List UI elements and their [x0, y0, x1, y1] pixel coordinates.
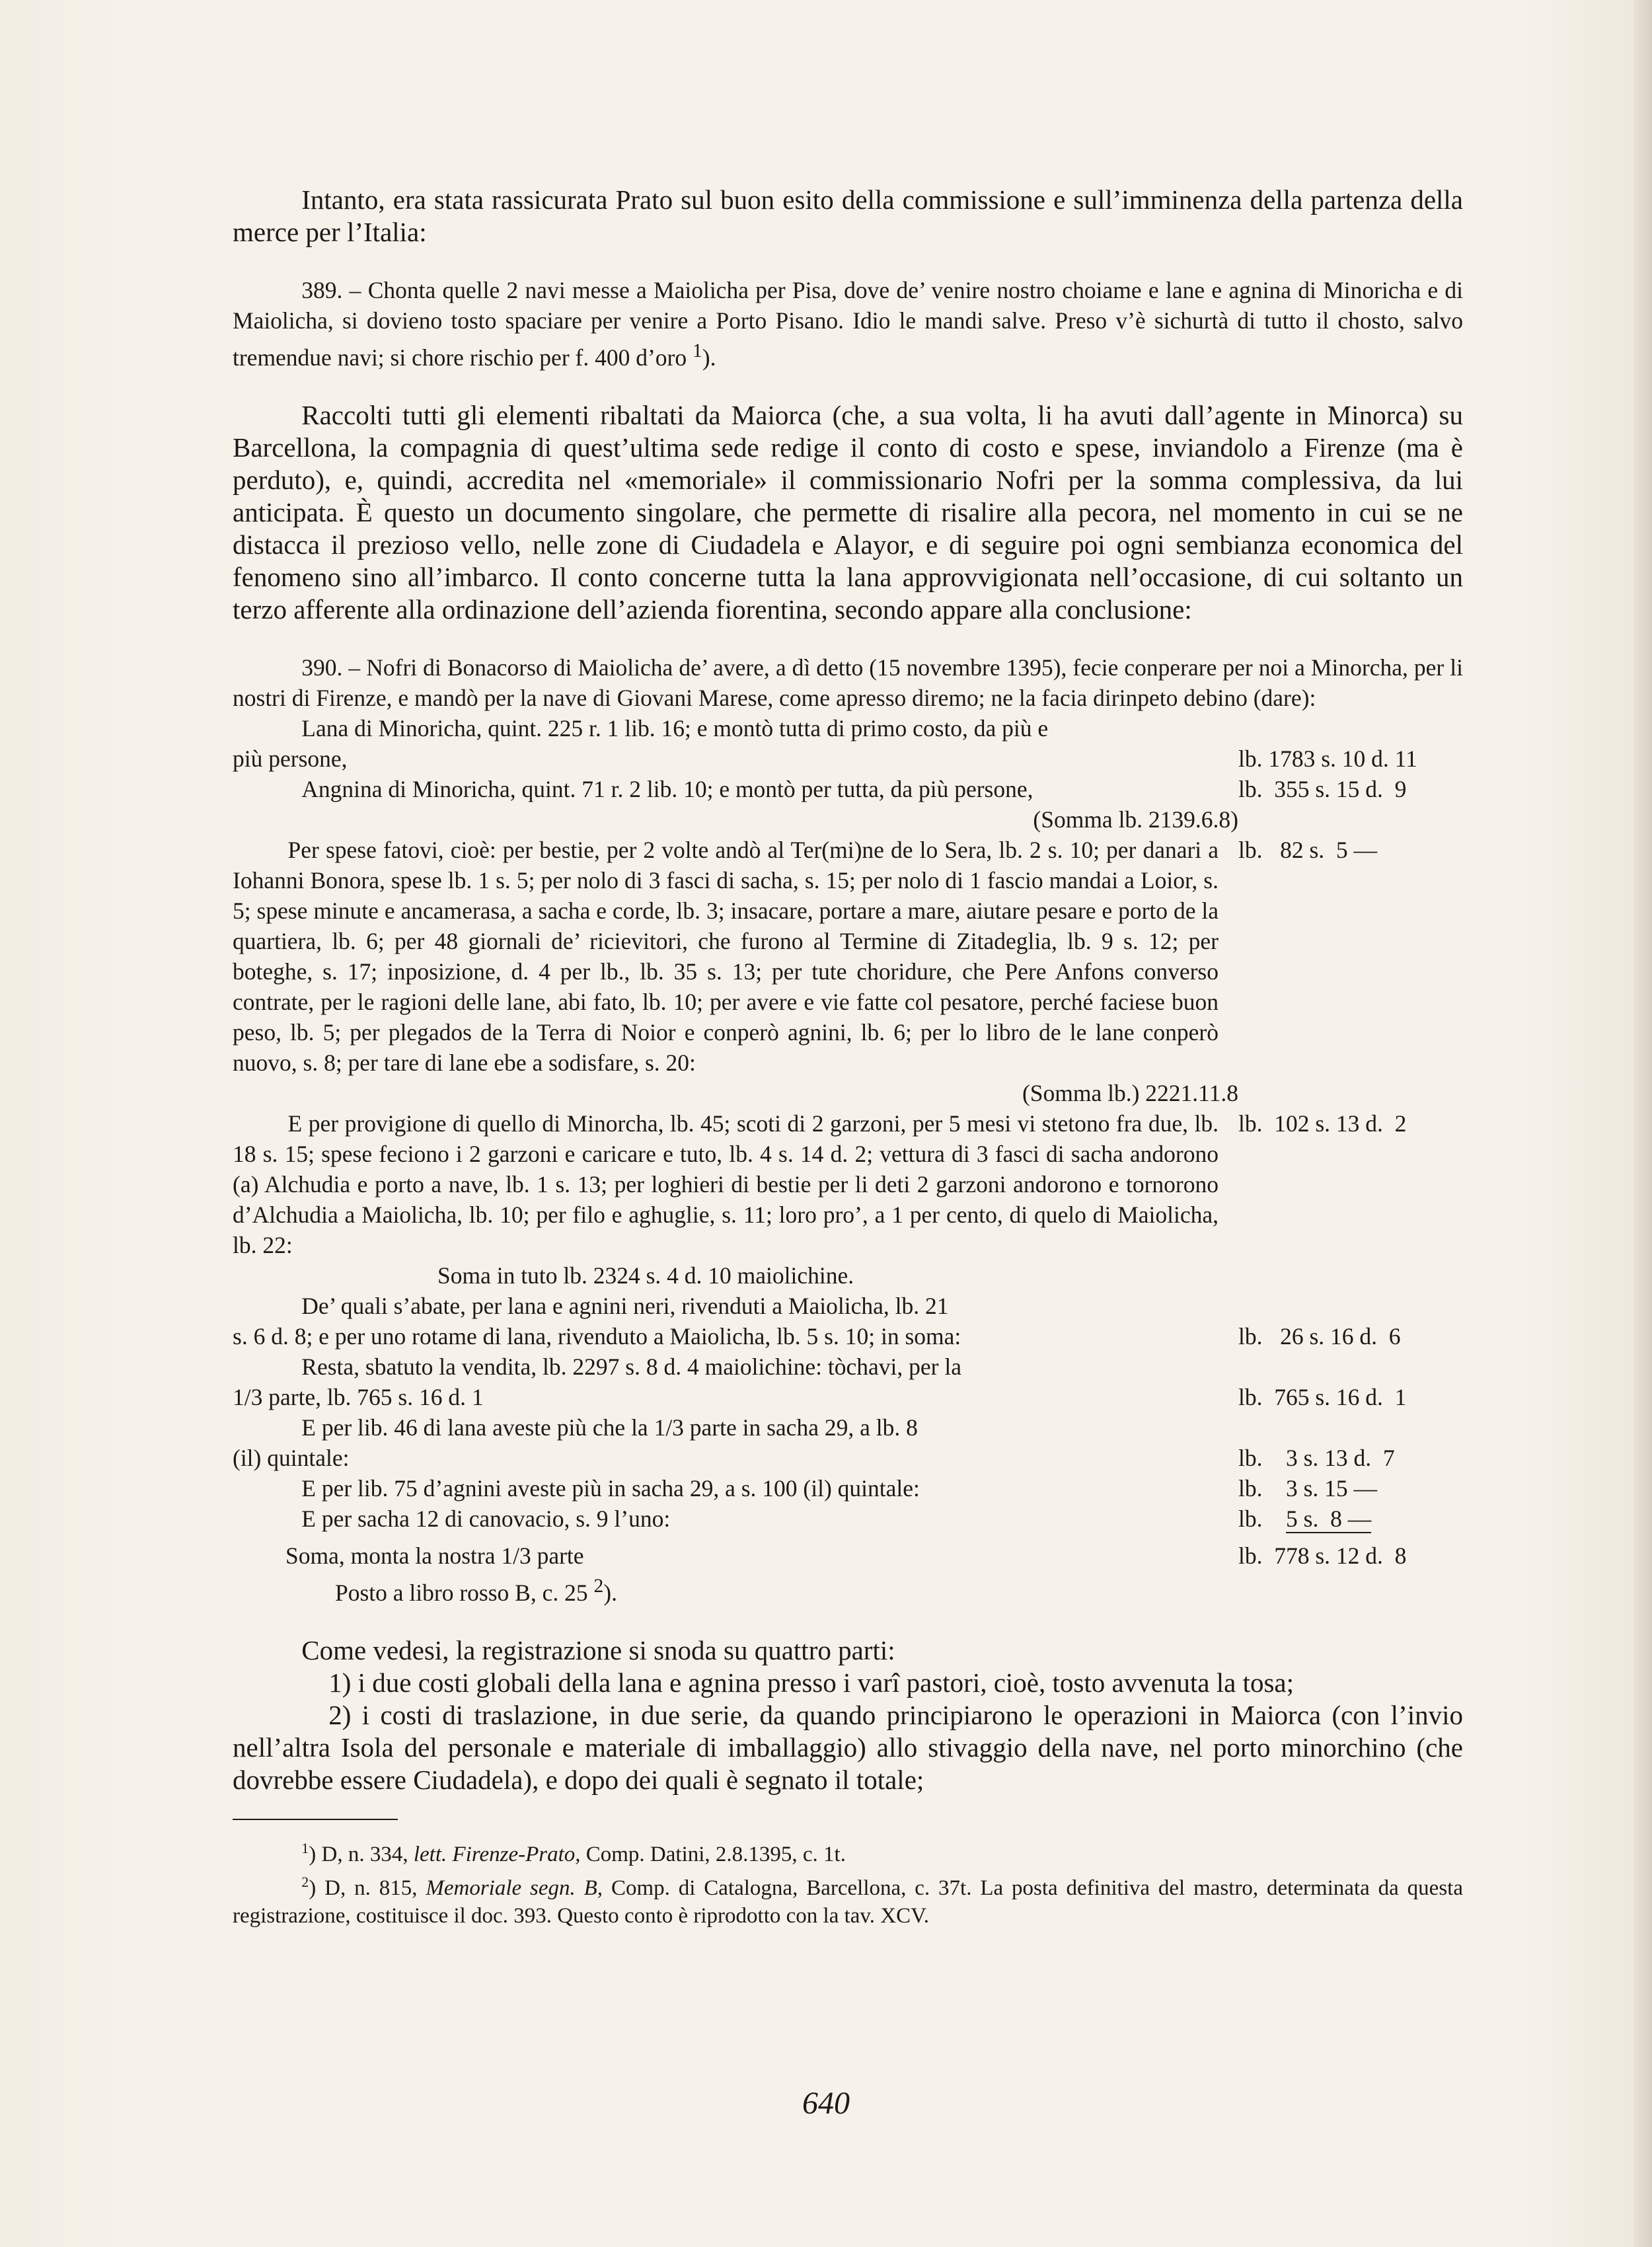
document-390 — [233, 652, 1463, 1608]
soma-nostra-row — [233, 1541, 1463, 1571]
document-389: 389. – Chonta quelle 2 navi messe a Maiolicha per Pisa, dove de’ venire nostro choiame e lane e agnina di Minoricha e di Maiolicha, si dovieno tosto spaciare per venire a Porto Pisano. Idio le mandi salve. Preso v’è sichurtà di tutto il chosto, salvo tremendue navi; si chore rischio per f. 400 d’oro $^1$). — [233, 277, 1463, 371]
lib75-row — [233, 1473, 1463, 1504]
provigione-row — [233, 1108, 1463, 1260]
abate-line-1: De’ quali s’abate, per lana e agnini neri, rivenduti a Maiolicha, lb. 21 — [301, 1292, 949, 1319]
paragraph-raccolti: Raccolti tutti gli elementi ribaltati da Maiorca (che, a sua volta, li ha avuti dall’agente in Minorca) su Barcellona, la compagnia di quest’ultima sede redige il conto di costo e spese, inviandolo a Firenze (ma è perduto), e, quindi, accredita nel «memoriale» il commissionario Nofri per la somma complessiva, da lui anticipata. È questo un documento singolare, che permette di risalire alla pecora, nel momento in cui se ne distacca il prezioso vello, nelle zone di Ciudadela e Alayor, e di seguire poi ogni sembianza economica del fenomeno sino all’imbarco. Il conto concerne tutta la lana approvvigionata nell’occasione, di cui soltanto un terzo afferente alla ordinazione dell’azienda fiorentina, secondo appare alla conclusione: — [233, 399, 1463, 625]
somma-1: (Somma lb. 2139.6.8) — [1033, 806, 1238, 833]
sacha12-row — [233, 1504, 1463, 1534]
sacha12-lb: lb. — [1238, 1505, 1263, 1532]
body-text — [233, 184, 1463, 1930]
footnote-1-post: Comp. Datini, 2.8.1395, c. 1t. — [580, 1842, 846, 1866]
lana-amount: lb. 1783 s. 10 d. 11 — [1238, 745, 1417, 772]
intro-paragraph: Intanto, era stata rassicurata Prato sul buon esito della commissione e sull’imminenza della partenza della merce per l’Italia: — [233, 184, 1463, 247]
list-item-1: 1) i due costi globali della lana e agnina presso i varî pastori, cioè, tosto avvenuta la tosa; — [328, 1667, 1294, 1698]
document-389-text: 389. – Chonta quelle 2 navi messe a Maiolicha per Pisa, dove de’ venire nostro choiame e lane e agnina di Minoricha e di Maiolicha, si dovieno tosto spaciare per venire a Porto Pisano. Idio le mandi salve. Preso v’è sichurtà di tutto il chosto, salvo tremendue navi; si chore rischio per f. 400 d’oro — [233, 277, 1463, 371]
lana-line-2: più persone, — [233, 745, 348, 772]
footnote-1-pre: D, n. 334, — [321, 1842, 414, 1866]
provigione-body: E per provigione di quello di Minorcha, lb. 45; scoti di 2 garzoni, per 5 mesi vi stetono fra due, lb. 18 s. 15; spese feciono i 2 garzoni e caricare e tuto, lb. 4 s. 14 d. 2; vettura di 3 fasci di sacha andorono (a) Alchudia e porto a nave, lb. 1 s. 13; per loghieri di bestie per li deti 2 garzoni andorono e tornorono d’Alchudia a Maiolicha, lb. 10; per filo e aghuglie, s. 11; loro pro’, a 1 per cento, di quelo di Maiolicha, lb. 22: — [233, 1110, 1219, 1258]
resta-line-2: 1/3 parte, lb. 765 s. 16 d. 1 — [233, 1383, 484, 1410]
soma-nostra-amount: lb. 778 s. 12 d. 8 — [1238, 1542, 1407, 1569]
footnote-2-post: Comp. di Catalogna, Barcellona, c. 37t. La posta definitiva del mastro, determinata da questa registrazione, costituisce il doc. 393. Questo conto è riprodotto con la tav. XCV. — [233, 1876, 1463, 1928]
lib75-text: E per lib. 75 d’agnini aveste più in sacha 29, a s. 100 (il) quintale: — [301, 1474, 920, 1502]
resta-amount: lb. 765 s. 16 d. 1 — [1238, 1383, 1407, 1410]
provigione-amount: lb. 102 s. 13 d. 2 — [1238, 1110, 1407, 1137]
provigione-text — [233, 1108, 1238, 1260]
lana-row — [233, 743, 1463, 774]
abate-line-2: s. 6 d. 8; e per uno rotame di lana, rivenduto a Maiolicha, lb. 5 s. 10; in soma: — [233, 1322, 961, 1350]
spese-row — [233, 835, 1463, 1078]
abate-amount: lb. 26 s. 16 d. 6 — [1238, 1322, 1401, 1350]
posto-text: Posto a libro rosso B, c. 25 — [335, 1579, 588, 1606]
paragraph-come-vedesi: Come vedesi, la registrazione si snoda su quattro parti: — [301, 1634, 895, 1665]
spese-text — [233, 835, 1238, 1078]
footnote-2-italic: Memoriale segn. B, — [426, 1876, 603, 1900]
abate-row — [233, 1321, 1463, 1352]
footnote-1-mark: 1 — [301, 1839, 309, 1856]
agnina-row — [233, 774, 1463, 804]
footnote-2: $^2$) D, n. 815, Memoriale segn. B, Comp. di Catalogna, Barcellona, c. 37t. La posta definitiva del mastro, determinata da questa registrazione, costituisce il doc. 393. Questo conto è riprodotto con la tav. XCV. — [233, 1873, 1463, 1928]
resta-row — [233, 1382, 1463, 1412]
lib46-row — [233, 1443, 1463, 1473]
posto-line: Posto a libro rosso B, c. 25 $^2$). — [335, 1575, 617, 1606]
lib46-amount: lb. 3 s. 13 d. 7 — [1238, 1444, 1395, 1471]
footnote-2-mark: 2 — [301, 1873, 309, 1890]
lana-line-1: Lana di Minoricha, quint. 225 r. 1 lib. 16; e montò tutta di primo costo, da più e — [301, 714, 1049, 742]
sacha12-text: E per sacha 12 di canovacio, s. 9 l’uno: — [301, 1505, 671, 1532]
list-item-2: 2) i costi di traslazione, in due serie, da quando principiarono le operazioni in Maiorca (con l’invio nell’altra Isola del personale e materiale di imballaggio) allo stivaggio della nave, nel porto minorchino (che dovrebbe essere Ciudadela), e dopo dei quali è segnato il totale; — [233, 1699, 1463, 1795]
lib46-line-2: (il) quintale: — [233, 1444, 350, 1471]
lib75-amount: lb. 3 s. 15 — — [1238, 1474, 1378, 1502]
document-390-head: 390. – Nofri di Bonacorso di Maiolicha de’ avere, a dì detto (15 novembre 1395), fecie conperare per noi a Minorcha, per li nostri di Firenze, e mandò per la nave di Giovani Marese, come apresso diremo; ne la facia dirinpeto debino (dare): — [233, 654, 1463, 711]
page-number: 640 — [802, 2086, 850, 2121]
sacha12-value: 5 s. 8 — — [1286, 1505, 1372, 1532]
page-fold-shadow — [1633, 0, 1652, 2247]
footnote-rule — [233, 1819, 398, 1820]
footnote-ref-2: 2 — [593, 1575, 604, 1597]
sacha12-amount — [1238, 1504, 1463, 1534]
somma-2: (Somma lb.) 2221.11.8 — [1022, 1079, 1238, 1106]
soma-nostra-text: Soma, monta la nostra 1/3 parte — [285, 1542, 584, 1569]
footnote-1-italic: lett. Firenze-Prato, — [413, 1842, 581, 1866]
lib46-line-1: E per lib. 46 di lana aveste più che la 1/3 parte in sacha 29, a lb. 8 — [301, 1414, 918, 1441]
footnote-2-pre: D, n. 815, — [324, 1876, 426, 1900]
resta-line-1: Resta, sbatuto la vendita, lb. 2297 s. 8 d. 4 maiolichine: tòchavi, per la — [301, 1353, 961, 1380]
agnina-text: Angnina di Minoricha, quint. 71 r. 2 lib. 10; e montò per tutta, da più persone, — [301, 775, 1033, 802]
spese-body: Per spese fatovi, cioè: per bestie, per 2 volte andò al Ter(mi)ne de lo Sera, lb. 2 s. 10; per danari a Iohanni Bonora, spese lb. 1 s. 5; per nolo di 3 fasci di sacha, s. 15; per nolo di 1 fascio mandai a Loior, s. 5; spese minute e ancamerasa, a sacha e corde, lb. 3; insacare, portare a mare, aiutare pesare e porto de la quartiera, lb. 6; per 48 giornali de’ ricievitori, che furono al Termine di Zitadeglia, lb. 9 s. 12; per boteghe, s. 17; inposizione, d. 4 per lb., lb. 35 s. 13; per tute choridure, che Pere Anfons converso contrate, per le ragioni delle lane, abi fato, lb. 10; per avere e vie fatte col pesatore, perché faciese buon peso, lb. 5; per plegados de la Terra di Noior e conperò agnini, lb. 6; per lo libro de le lane conperò nuovo, s. 8; per tare di lane ebe a sodisfare, s. 20: — [233, 836, 1219, 1076]
soma-in-tuto: Soma in tuto lb. 2324 s. 4 d. 10 maiolichine. — [437, 1262, 854, 1289]
footnote-1: $^1$) D, n. 334, lett. Firenze-Prato, Comp. Datini, 2.8.1395, c. 1t. — [301, 1839, 846, 1866]
spese-amount: lb. 82 s. 5 — — [1238, 836, 1378, 863]
agnina-amount: lb. 355 s. 15 d. 9 — [1238, 775, 1407, 802]
footnote-ref-1: 1 — [692, 340, 702, 362]
